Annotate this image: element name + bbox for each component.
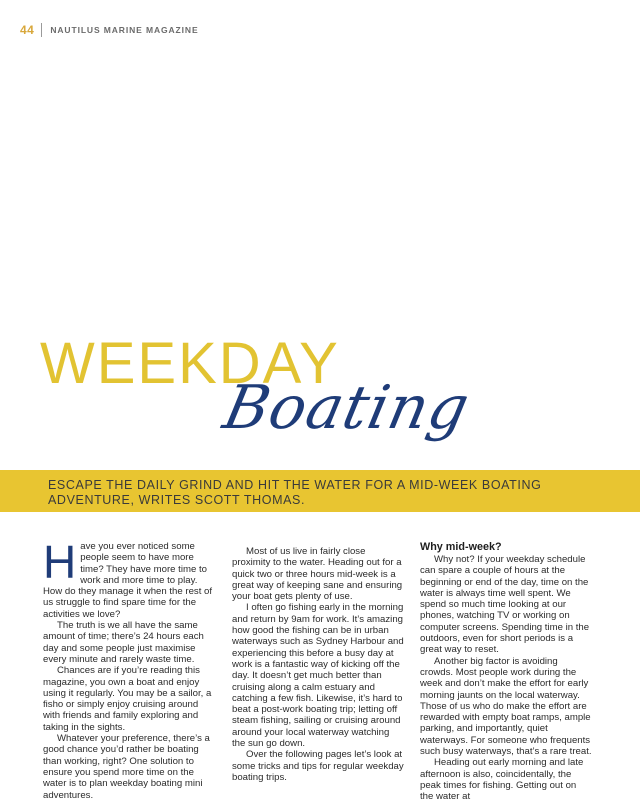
standfirst-text: ESCAPE THE DAILY GRIND AND HIT THE WATER FOR A MID-WEEK BOATING ADVENTURE, WRITES SCOTT THOMAS.	[48, 478, 542, 507]
drop-cap: H	[43, 536, 77, 588]
paragraph: Over the following pages let’s look at some tricks and tips for regular weekday boating trips.	[232, 749, 404, 783]
title-weekday: WEEKDAY	[40, 331, 340, 396]
paragraph: Why not? If your weekday schedule can spare a couple of hours at the beginning or end of the day, time on the water is always time well spent. We spend so much time looking at our phones, watching TV or working on computer screens. Spending time in the outdoors, even for short periods is a great way to reset.	[420, 554, 590, 656]
paragraph: I often go fishing early in the morning and return by 9am for work. It’s amazing how good the fishing can be in urban waterways such as Sydney Harbour and experiencing this before a busy day at work is a fantastic way of kicking off the day. It doesn’t get much better than cruising along a calm estuary and catching a few fish. Likewise, it’s hard to beat a post-work boating trip; letting off steam fishing, sailing or cruising around around your local waterway watching the sun go down.	[232, 602, 404, 750]
article-column-2	[232, 546, 404, 783]
paragraph: Heading out early morning and late afternoon is also, coincidentally, the peak times for fishing. Getting out on the water at	[420, 757, 584, 803]
page-header	[20, 22, 199, 38]
paragraph: Chances are if you’re reading this magazine, you own a boat and enjoy using it regularly. You may be a sailor, a fisho or simply enjoy cruising around with friends and family exploring and taking in the sights.	[43, 665, 212, 733]
page-number: 44	[20, 23, 35, 37]
paragraph: Whatever your preference, there’s a good chance you’d rather be boating than working, right? One solution to ensure you spend more time on the water is to plan weekday boating mini adventures.	[43, 733, 210, 801]
article-column-1	[43, 536, 213, 801]
article-column-3	[420, 541, 592, 803]
paragraph: Have you ever noticed some people seem to have more time? They have more time to work and more time to play. How do they manage it when the rest of us struggle to find spare time for the activities we love?	[43, 536, 213, 620]
section-subhead: Why mid-week?	[420, 541, 502, 553]
header-divider	[41, 23, 42, 37]
magazine-name: NAUTILUS MARINE MAGAZINE	[50, 25, 199, 35]
paragraph: Another big factor is avoiding crowds. Most people work during the week and don’t make the effort for early morning jaunts on the local waterway. Those of us who do make the effort are rewarded with empty boat ramps, ample parking, and importantly, quiet waterways. For someone who frequents such busy waterways, that’s a rare treat.	[420, 655, 592, 758]
title-boating-script: Boating	[217, 373, 476, 443]
paragraph: Most of us live in fairly close proximity to the water. Heading out for a quick two or three hours mid-week is a great way of keeping sane and ensuring your boat gets plenty of use.	[232, 546, 403, 603]
paragraph: The truth is we all have the same amount of time; there’s 24 hours each day and some people just maximise every minute and rarely waste time.	[43, 620, 204, 665]
